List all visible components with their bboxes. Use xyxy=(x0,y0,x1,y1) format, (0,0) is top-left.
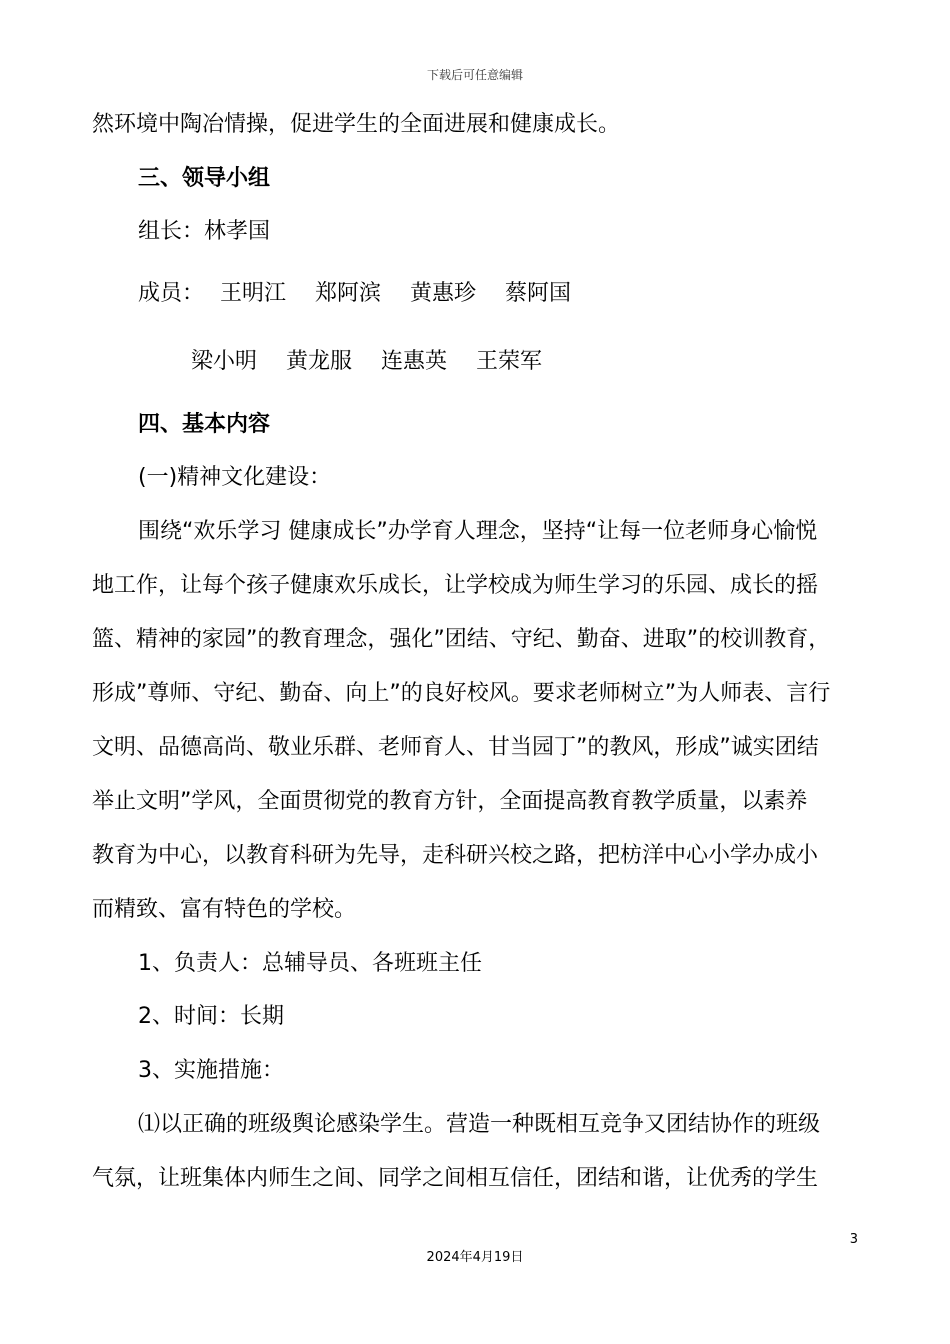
section-heading-leadership: 三、领导小组 xyxy=(138,166,271,191)
paragraph-line: 形成”尊师、守纪、勤奋、向上”的良好校风。要求老师树立”为人师表、言行 xyxy=(92,681,831,706)
member-name: 蔡阿国 xyxy=(505,281,572,306)
body-line-1: 然环境中陶冶情操，促进学生的全面进展和健康成长。 xyxy=(92,112,621,137)
member-name: 郑阿滨 xyxy=(315,281,382,306)
paragraph-line: 围绕“欢乐学习 健康成长”办学育人理念，坚持“让每一位老师身心愉悦 xyxy=(138,519,818,544)
paragraph-line: 教育为中心，以教育科研为先导，走科研兴校之路，把枋洋中心小学办成小 xyxy=(92,843,819,868)
list-item-responsible: 1、负责人：总辅导员、各班班主任 xyxy=(138,951,482,976)
paragraph-line: 文明、品德高尚、敬业乐群、老师育人、甘当园丁”的教风，形成”诚实团结 xyxy=(92,735,819,760)
member-name: 王荣军 xyxy=(476,349,543,374)
paragraph-line: 气氛，让班集体内师生之间、同学之间相互信任，团结和谐，让优秀的学生 xyxy=(92,1166,819,1191)
member-name: 黄惠珍 xyxy=(410,281,477,306)
section-heading-content: 四、基本内容 xyxy=(138,412,271,437)
member-name: 王明江 xyxy=(220,281,287,306)
member-name: 梁小明 xyxy=(191,349,258,374)
members-row-1 xyxy=(220,279,593,309)
leader-line: 组长：林孝国 xyxy=(138,219,271,244)
footer-date: 2024年4月19日 xyxy=(426,1250,524,1265)
page-number: 3 xyxy=(849,1232,858,1247)
member-name: 黄龙服 xyxy=(286,349,353,374)
subsection-heading: (一)精神文化建设： xyxy=(138,465,332,490)
paragraph-line: ⑴以正确的班级舆论感染学生。营造一种既相互竞争又团结协作的班级 xyxy=(138,1112,821,1137)
paragraph-line: 举止文明”学风，全面贯彻党的教育方针，全面提高教育教学质量，以素养 xyxy=(92,789,808,814)
member-name: 连惠英 xyxy=(381,349,448,374)
list-item-measures: 3、实施措施： xyxy=(138,1058,284,1083)
paragraph-line: 地工作，让每个孩子健康欢乐成长，让学校成为师生学习的乐园、成长的摇 xyxy=(92,573,819,598)
members-label: 成员： xyxy=(138,281,205,306)
paragraph-line: 篮、精神的家园”的教育理念，强化”团结、守纪、勤奋、进取”的校训教育， xyxy=(92,627,831,652)
members-row-2 xyxy=(191,347,564,377)
paragraph-line: 而精致、富有特色的学校。 xyxy=(92,897,357,922)
page-header: 下载后可任意编辑 xyxy=(426,68,523,82)
list-item-time: 2、时间：长期 xyxy=(138,1004,284,1029)
